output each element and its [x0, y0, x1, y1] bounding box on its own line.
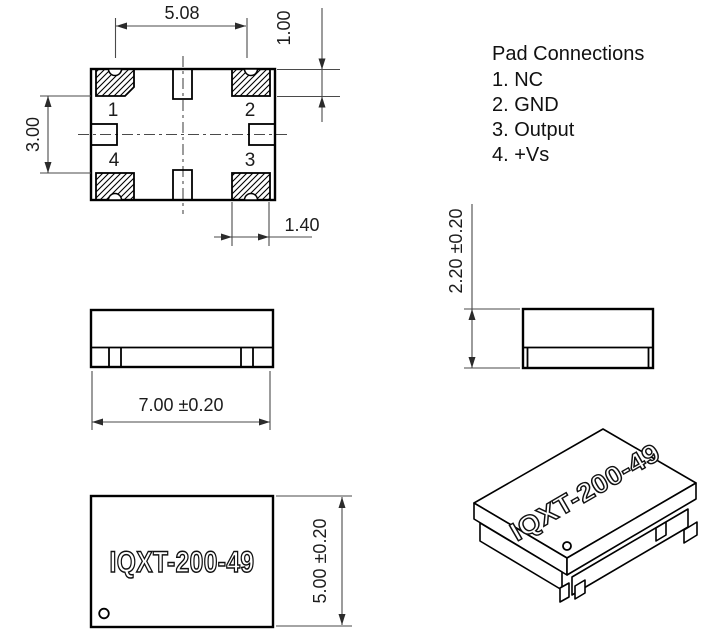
- castellation-pad1: [109, 69, 122, 76]
- pad-4-number: 4: [108, 150, 120, 171]
- dim-label: 1.00: [274, 10, 294, 46]
- pin1-marker-dot: [99, 609, 109, 619]
- castellation-pad2: [245, 69, 258, 76]
- dim-label: 1.40: [284, 215, 320, 235]
- dim-label: 5.00 ±0.20: [310, 518, 330, 604]
- pad-3-number: 3: [244, 150, 256, 171]
- legend-item-1: 1. NC: [492, 69, 544, 91]
- pad-1-number: 1: [107, 100, 119, 121]
- legend-title: Pad Connections: [492, 43, 645, 65]
- castellation-pad4: [109, 194, 122, 201]
- pad-2-number: 2: [244, 100, 256, 121]
- legend-item-4: 4. +Vs: [492, 144, 550, 166]
- castellation-pad3: [245, 194, 258, 201]
- legend-item-3: 3. Output: [492, 119, 575, 141]
- iso-part-number-label: IQXT-200-49: [504, 443, 654, 547]
- iso-pin1-marker-dot: [563, 542, 571, 550]
- dim-label: 2.20 ±0.20: [446, 208, 466, 294]
- part-number-label: IQXT-200-49: [109, 546, 255, 579]
- legend-item-2: 2. GND: [492, 94, 559, 116]
- dim-label: 7.00 ±0.20: [138, 395, 224, 415]
- dim-label: 5.08: [164, 3, 200, 23]
- dim-label: 3.00: [23, 116, 43, 153]
